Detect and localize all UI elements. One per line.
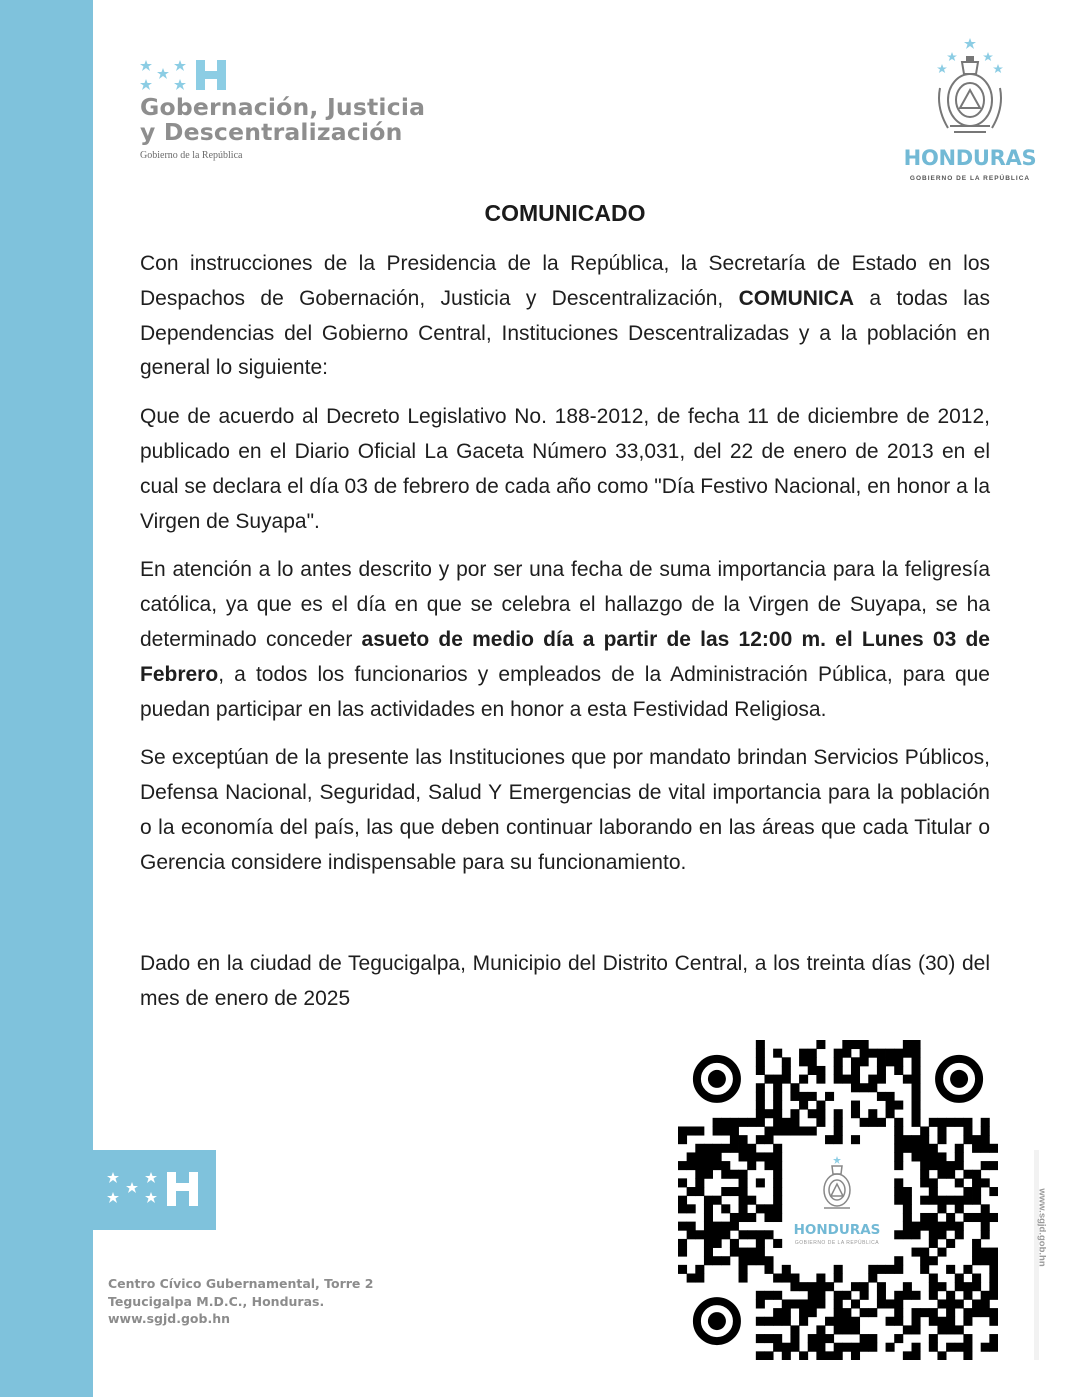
paragraph-decree: Que de acuerdo al Decreto Legislativo No. 188-2012, de fecha 11 de diciembre de 2012, publicado en el Diario Oficial La Gaceta Número 33,031, del 22 de enero de 2013 en el cual se declara el día 03 de febrero de cada año como "Día Festivo Nacional, en honor a la Virgen de Suyapa". — [140, 405, 990, 533]
side-url-text: www.sgjd.gob.hn — [1036, 1188, 1048, 1267]
footer-address — [108, 1275, 373, 1328]
qr-brand-subtitle: GOBIERNO DE LA REPÚBLICA — [794, 1240, 880, 1246]
stars-icon — [140, 60, 194, 92]
address-line2: Tegucigalpa M.D.C., Honduras. — [108, 1293, 325, 1309]
country-name: HONDURAS — [903, 146, 1037, 170]
qr-brand-name: HONDURAS — [793, 1222, 881, 1238]
paragraph-holiday: En atención a lo antes descrito y por ser una fecha de suma importancia para la feligresía católica, ya que es el día en que se celebra el hallazgo de la Virgen de Suyapa, se ha determinado conceder asueto de medio día a partir de las 12:00 m. el Lunes 03 de Febrero, a todos los funcionarios y empleados de la Administración Pública, para que puedan participar en las actividades en honor a esta Festividad Religiosa. — [140, 558, 990, 721]
honduras-emblem — [890, 38, 1050, 188]
h-logo-icon — [93, 1150, 216, 1230]
emphasis-comunica: COMUNICA — [738, 286, 855, 310]
gov-label: Gobierno de la República — [140, 150, 243, 161]
org-name-line1: Gobernación, Justicia — [140, 93, 426, 121]
footer-logo — [93, 1150, 216, 1230]
org-name-line2: y Descentralización — [140, 118, 403, 146]
emphasis-holiday: asueto de medio día a partir de las 12:00 m. el Lunes 03 de Febrero — [140, 627, 990, 686]
closing-statement: Dado en la ciudad de Tegucigalpa, Municipio del Distrito Central, a los treinta días (30) del mes de enero de 2025 — [140, 952, 990, 1010]
country-subtitle: GOBIERNO DE LA REPÚBLICA — [909, 175, 1031, 182]
paragraph-intro: Con instrucciones de la Presidencia de la República, la Secretaría de Estado en los Despachos de Gobernación, Justicia y Descentralización, COMUNICA a todas las Dependencias del Gobierno Central, Instituciones Descentralizadas y a la población en general lo siguiente: — [140, 252, 990, 380]
document-body — [140, 247, 990, 895]
side-url — [1034, 1150, 1046, 1360]
document-title: COMUNICADO — [484, 200, 646, 226]
h-logo-icon — [194, 58, 228, 92]
website-link[interactable]: www.sgjd.gob.hn — [108, 1311, 230, 1326]
address-line1: Centro Cívico Gubernamental, Torre 2 — [108, 1276, 374, 1291]
qr-center-logo — [785, 1148, 889, 1256]
paragraph-exceptions: Se exceptúan de la presente las Instituciones que por mandato brindan Servicios Públicos, Defensa Nacional, Seguridad, Salud Y Emergencias de vital importancia para la población o la economía del país, las que deben continuar laborando en las áreas que cada Titular o Gerencia considere indispensable para su funcionamiento. — [140, 746, 990, 874]
coat-of-arms-icon — [932, 38, 1008, 146]
coat-of-arms-icon — [818, 1156, 856, 1216]
